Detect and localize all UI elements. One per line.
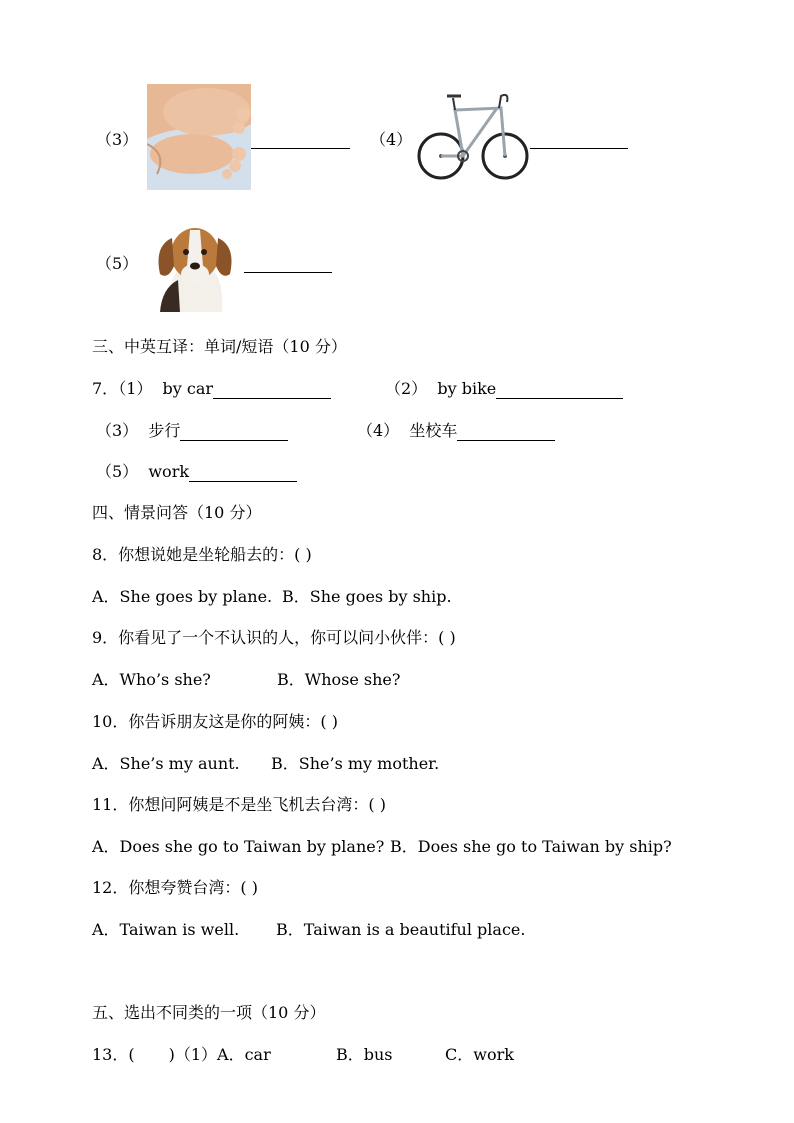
item-text: work [148,462,190,481]
item-text: 步行 [148,421,181,440]
section4-heading: 四、情景问答（10 分） [92,503,262,522]
item-label: （2） [385,379,428,398]
answer-blank[interactable] [189,465,297,482]
item-label: （3） [96,421,139,440]
item-text: by car [162,379,214,398]
question-8-option-b[interactable]: B．She goes by ship. [282,587,452,606]
question-7-item4 [357,421,555,441]
question-12-option-a[interactable]: A．Taiwan is well. [92,920,240,939]
answer-blank[interactable] [213,382,331,399]
picture-label-5: （5） [96,254,139,273]
question-12-option-b[interactable]: B．Taiwan is a beautiful place. [276,920,526,939]
item-label: （5） [96,462,139,481]
question-7-row1 [92,379,331,399]
question-11-option-a[interactable]: A．Does she go to Taiwan by plane? [92,837,385,856]
question-7-item2 [385,379,623,399]
question-10-option-b[interactable]: B．She’s my mother. [271,754,440,773]
dog-picture [150,218,240,312]
answer-blank[interactable] [496,382,623,399]
question-13 [92,1045,271,1065]
question-7-item5 [96,462,297,482]
question-13-option-b[interactable]: B．bus [336,1045,393,1064]
item-text: 坐校车 [409,421,458,440]
question-9-option-a[interactable]: A．Who’s she? [92,670,211,689]
question-13-option-a[interactable]: )（1）A．car [168,1045,271,1064]
picture-label-3: （3） [96,130,139,149]
answer-blank[interactable] [180,424,288,441]
question-12: 12．你想夸赞台湾：( ) [92,878,258,897]
question-9: 9．你看见了一个不认识的人，你可以问小伙伴：( ) [92,628,456,647]
section5-heading: 五、选出不同类的一项（10 分） [92,1003,326,1022]
question-7-item3 [96,421,288,441]
answer-blank-5[interactable] [244,272,332,273]
question-11-option-b[interactable]: B．Does she go to Taiwan by ship? [390,837,672,856]
question-13-option-c[interactable]: C．work [445,1045,514,1064]
question-10: 10．你告诉朋友这是你的阿姨：( ) [92,712,338,731]
answer-blank-3[interactable] [251,148,350,149]
question-11: 11．你想问阿姨是不是坐飞机去台湾：( ) [92,795,386,814]
feet-picture [147,84,251,190]
question-10-option-a[interactable]: A．She’s my aunt. [92,754,240,773]
item-label: （4） [357,421,400,440]
question-7-number: 7． [92,379,119,398]
item-label: （1） [118,379,153,398]
question-13-prefix: 13．( [92,1045,135,1064]
question-8: 8．你想说她是坐轮船去的：( ) [92,545,312,564]
answer-blank[interactable] [457,424,555,441]
bicycle-picture [417,86,529,192]
picture-label-4: （4） [370,130,413,149]
question-8-option-a[interactable]: A．She goes by plane. [92,587,273,606]
section3-heading: 三、中英互译：单词/短语（10 分） [92,337,347,356]
item-text: by bike [437,379,497,398]
question-9-option-b[interactable]: B．Whose she? [277,670,401,689]
answer-blank-4[interactable] [530,148,628,149]
